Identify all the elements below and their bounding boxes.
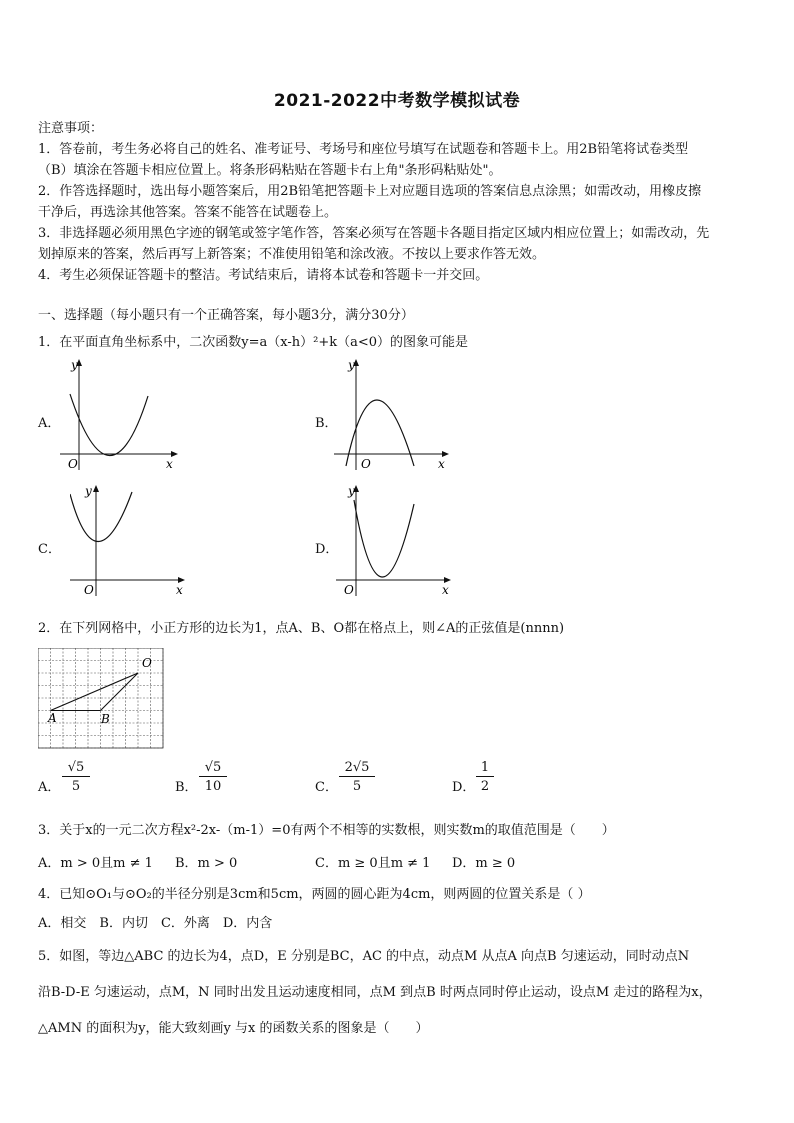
fraction-numerator: 1 — [476, 760, 494, 777]
q2-option-d-label: D． — [452, 780, 476, 795]
q1-option-b-label: B． — [315, 416, 338, 431]
question-5-line: △AMN 的面积为y，能大致刻画y 与x 的函数关系的图象是（ ） — [38, 1021, 429, 1036]
point-a-label: A — [48, 711, 57, 725]
q2-grid-figure — [38, 648, 164, 750]
notice-line: 划掉原来的答案，然后再写上新答案；不准使用铅笔和涂改液。不按以上要求作答无效。 — [38, 247, 546, 262]
origin-label: O — [84, 583, 94, 597]
question-5-line: 5．如图，等边△ABC 的边长为4，点D，E 分别是BC，AC 的中点，动点M 从点A 向点B 匀速运动，同时动点N — [38, 949, 690, 964]
q2-option-a-fraction — [62, 760, 90, 794]
notice-line: 2．作答选择题时，选出每小题答案后，用2B铅笔把答题卡上对应题目选项的答案信息点涂黑；如需改动，用橡皮擦 — [38, 184, 702, 199]
q2-option-a-label: A． — [38, 780, 61, 795]
q3-option-b: B．m > 0 — [175, 856, 238, 871]
x-axis-label: x — [442, 583, 449, 597]
question-5-line: 沿B-D-E 匀速运动，点M，N 同时出发且运动速度相同，点M 到点B 时两点同时停止运动，设点M 走过的路程为x， — [38, 985, 712, 1000]
q1-graph-c — [70, 482, 195, 600]
notice-line: 3．非选择题必须用黑色字迹的钢笔或签字笔作答，答案必须写在答题卡各题目指定区域内相应位置上；如需改动，先 — [38, 226, 710, 241]
origin-label: O — [68, 457, 78, 471]
y-axis-label: y — [348, 484, 355, 498]
question-3-text: 3．关于x的一元二次方程x²-2x-（m-1）=0有两个不相等的实数根，则实数m的取值范围是（ ） — [38, 823, 615, 838]
q2-option-c-fraction — [339, 760, 375, 794]
q1-graph-d — [336, 482, 461, 600]
q3-option-d: D．m ≥ 0 — [452, 856, 516, 871]
question-4-text: 4．已知⊙O₁与⊙O₂的半径分别是3cm和5cm，两圆的圆心距为4cm，则两圆的位置关系是（ ） — [38, 887, 591, 902]
page-title: 2021-2022中考数学模拟试卷 — [273, 91, 521, 111]
fraction-denominator: 2 — [480, 779, 490, 794]
q2-option-d-fraction — [476, 760, 494, 794]
q1-option-a-label: A． — [38, 416, 61, 431]
x-axis-label: x — [176, 583, 183, 597]
fraction-numerator: √5 — [62, 760, 90, 777]
notice-line: 1．答卷前，考生务必将自己的姓名、准考证号、考场号和座位号填写在试题卷和答题卡上。用2B铅笔将试卷类型 — [38, 142, 689, 157]
section-heading: 一、选择题（每小题只有一个正确答案，每小题3分，满分30分） — [38, 308, 414, 323]
fraction-numerator: √5 — [199, 760, 227, 777]
q3-option-a: A．m > 0且m ≠ 1 — [38, 856, 153, 871]
x-axis-label: x — [166, 457, 173, 471]
q1-graph-a — [60, 356, 185, 474]
q2-option-b-fraction — [199, 760, 227, 794]
notice-line: （B）填涂在答题卡相应位置上。将条形码粘贴在答题卡右上角"条形码粘贴处"。 — [38, 163, 502, 178]
question-2-text: 2．在下列网格中，小正方形的边长为1，点A、B、O都在格点上，则∠A的正弦值是(nnnn) — [38, 621, 565, 636]
q1-graph-b — [334, 356, 459, 474]
point-b-label: B — [101, 712, 110, 726]
fraction-denominator: 10 — [204, 779, 222, 794]
q1-option-d-label: D． — [315, 542, 339, 557]
origin-label: O — [344, 583, 354, 597]
x-axis-label: x — [438, 457, 445, 471]
y-axis-label: y — [85, 484, 92, 498]
q3-option-c: C．m ≥ 0且m ≠ 1 — [315, 856, 431, 871]
point-o-label: O — [142, 656, 152, 670]
question-1-text: 1．在平面直角坐标系中，二次函数y=a（x-h）²+k（a<0）的图象可能是 — [38, 335, 469, 350]
origin-label: O — [361, 457, 371, 471]
q4-options: A．相交 B．内切 C．外离 D．内含 — [38, 916, 273, 931]
notice-line: 干净后，再选涂其他答案。答案不能答在试题卷上。 — [38, 205, 338, 220]
fraction-denominator: 5 — [352, 779, 362, 794]
fraction-denominator: 5 — [71, 779, 81, 794]
notice-heading: 注意事项： — [38, 121, 104, 136]
y-axis-label: y — [348, 358, 355, 372]
q2-option-b-label: B． — [175, 780, 198, 795]
fraction-numerator: 2√5 — [339, 760, 375, 777]
q2-option-c-label: C． — [315, 780, 338, 795]
q1-option-c-label: C． — [38, 542, 61, 557]
y-axis-label: y — [71, 358, 78, 372]
notice-line: 4．考生必须保证答题卡的整洁。考试结束后，请将本试卷和答题卡一并交回。 — [38, 268, 489, 283]
